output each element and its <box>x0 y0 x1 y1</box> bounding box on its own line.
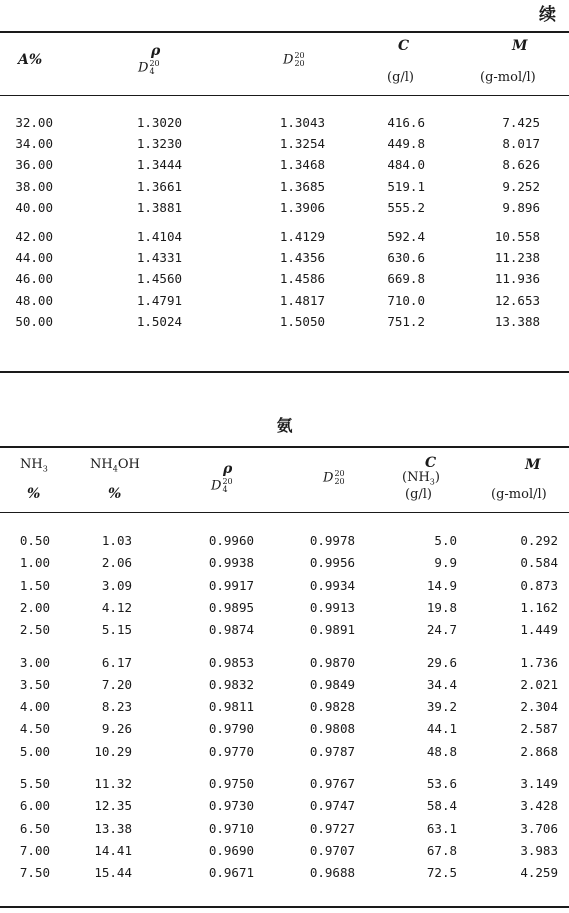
table1-cell: 1.3254 <box>279 136 325 152</box>
table2-cell: 24.7 <box>426 622 457 638</box>
table2-cell: 0.9832 <box>208 676 254 692</box>
table2-cell: 0.9770 <box>208 743 254 759</box>
table1-cell: 592.4 <box>387 229 425 244</box>
table2-header-rho: ρ <box>223 461 233 477</box>
table1-cell: 12.653 <box>494 292 540 308</box>
table1-cell: 1.3906 <box>279 199 325 215</box>
table2-cell: 0.9750 <box>208 776 254 791</box>
table2-cell: 48.8 <box>426 743 457 759</box>
table1-cell: 1.3661 <box>136 178 182 194</box>
table2-cell: 0.9895 <box>208 599 254 615</box>
table2-cell: 6.17 <box>101 654 132 670</box>
table1-cell: 1.5024 <box>136 313 182 329</box>
table2-header-m: M <box>525 457 541 473</box>
table2-cell: 39.2 <box>426 699 457 715</box>
table2-header-c: C <box>425 455 437 471</box>
table1-cell: 669.8 <box>387 271 425 287</box>
table1-cell: 32.00 <box>15 115 53 130</box>
table2-cell: 3.149 <box>520 776 558 791</box>
table2-cell: 0.9874 <box>208 622 254 638</box>
table1-cell: 1.3043 <box>279 115 325 130</box>
table2-cell: 2.00 <box>19 599 50 615</box>
table2-cell: 0.9790 <box>208 721 254 737</box>
table1-cell: 9.896 <box>502 199 540 215</box>
table1-cell: 1.3230 <box>136 136 182 152</box>
table1-cell: 1.5050 <box>279 313 325 329</box>
table2-cell: 0.9730 <box>208 798 254 814</box>
table2-cell: 2.587 <box>520 721 558 737</box>
table2-header-m-unit: (g-mol/l) <box>491 487 547 502</box>
continued-mark: 续 <box>539 5 557 25</box>
table1-cell: 38.00 <box>15 178 53 194</box>
table2-cell: 1.162 <box>520 599 558 615</box>
table1-cell: 11.238 <box>494 250 540 266</box>
table1-cell: 1.4331 <box>136 250 182 266</box>
table2-cell: 4.259 <box>520 865 558 881</box>
table2-cell: 0.9727 <box>309 820 355 836</box>
table2-cell: 7.20 <box>101 676 132 692</box>
table2-header-nh3-pct: % <box>27 486 41 502</box>
table2-cell: 2.304 <box>520 699 558 715</box>
table1-header-m: M <box>512 38 528 54</box>
table2-cell: 3.09 <box>101 577 132 593</box>
table1-cell: 555.2 <box>387 199 425 215</box>
table2-header-c-nh3: $(NH_3)$ <box>402 470 440 487</box>
table2-cell: 7.00 <box>19 842 50 858</box>
table2-cell: 3.50 <box>19 676 50 692</box>
table1-bottom-rule <box>0 371 569 373</box>
table2-title: 氨 <box>276 416 293 435</box>
table2-cell: 2.50 <box>19 622 50 638</box>
table1-cell: 42.00 <box>15 229 53 244</box>
table2-header-c-unit: (g/l) <box>405 487 433 502</box>
table2-cell: 0.9690 <box>208 842 254 858</box>
table1-cell: 1.4791 <box>136 292 182 308</box>
table2-cell: 0.9913 <box>309 599 355 615</box>
table2-cell: 34.4 <box>426 676 457 692</box>
table1-cell: 8.626 <box>502 157 540 173</box>
table2-cell: 0.9938 <box>208 555 254 571</box>
table2-cell: 2.868 <box>520 743 558 759</box>
table1-cell: 10.558 <box>494 229 540 244</box>
table1-cell: 519.1 <box>387 178 425 194</box>
table2-cell: 3.428 <box>520 798 558 814</box>
table1-cell: 40.00 <box>15 199 53 215</box>
table2-cell: 0.9747 <box>309 798 355 814</box>
table2-cell: 0.9707 <box>309 842 355 858</box>
table1-header-a-pct: A% <box>18 52 43 68</box>
table1-cell: 751.2 <box>387 313 425 329</box>
table1-header-c: C <box>398 38 410 54</box>
table1-header-rule <box>0 95 569 96</box>
table2-header-nh3: $NH_3$ <box>20 457 48 474</box>
table2-cell: 63.1 <box>426 820 457 836</box>
table2-cell: 0.9811 <box>208 699 254 715</box>
table2-cell: 0.9828 <box>309 699 355 715</box>
table1-cell: 1.3685 <box>279 178 325 194</box>
table2-header-rule <box>0 512 569 513</box>
table2-cell: 10.29 <box>94 743 132 759</box>
table2-cell: 7.50 <box>19 865 50 881</box>
table2-cell: 0.9671 <box>208 865 254 881</box>
table2-cell: 8.23 <box>101 699 132 715</box>
table1-cell: 416.6 <box>387 115 425 130</box>
table2-cell: 4.12 <box>101 599 132 615</box>
table1-cell: 1.4586 <box>279 271 325 287</box>
table2-cell: 1.00 <box>19 555 50 571</box>
table2-bottom-rule <box>0 906 569 908</box>
table1-cell: 48.00 <box>15 292 53 308</box>
table2-cell: 67.8 <box>426 842 457 858</box>
table2-cell: 9.26 <box>101 721 132 737</box>
table1-cell: 50.00 <box>15 313 53 329</box>
table2-cell: 0.9688 <box>309 865 355 881</box>
table2-cell: 0.9767 <box>309 776 355 791</box>
table2-cell: 58.4 <box>426 798 457 814</box>
table2-cell: 0.873 <box>520 577 558 593</box>
table2-cell: 1.03 <box>101 533 132 548</box>
table2-cell: 1.50 <box>19 577 50 593</box>
table2-cell: 19.8 <box>426 599 457 615</box>
table2-cell: 3.983 <box>520 842 558 858</box>
table1-cell: 13.388 <box>494 313 540 329</box>
table2-cell: 11.32 <box>94 776 132 791</box>
table2-cell: 0.9710 <box>208 820 254 836</box>
table1-header-m-unit: (g-mol/l) <box>480 70 536 85</box>
table2-cell: 12.35 <box>94 798 132 814</box>
table2-header-nh4oh: $NH_4OH$ <box>90 457 140 474</box>
table2-header-d4: D 20 4 <box>211 477 233 494</box>
table2-cell: 3.00 <box>19 654 50 670</box>
table2-cell: 0.9917 <box>208 577 254 593</box>
table2-cell: 0.9934 <box>309 577 355 593</box>
table1-cell: 630.6 <box>387 250 425 266</box>
table2-cell: 9.9 <box>434 555 457 571</box>
table2-cell: 29.6 <box>426 654 457 670</box>
table1-cell: 8.017 <box>502 136 540 152</box>
table2-cell: 2.021 <box>520 676 558 692</box>
table1-header-d20: D 20 20 <box>283 51 305 68</box>
table2-cell: 0.9960 <box>208 533 254 548</box>
table2-cell: 5.00 <box>19 743 50 759</box>
table1-cell: 1.3020 <box>136 115 182 130</box>
table1-cell: 1.4356 <box>279 250 325 266</box>
table2-cell: 4.50 <box>19 721 50 737</box>
table2-cell: 0.9978 <box>309 533 355 548</box>
table1-cell: 1.3881 <box>136 199 182 215</box>
table1-top-rule <box>0 31 569 33</box>
table2-top-rule <box>0 446 569 448</box>
table2-cell: 14.41 <box>94 842 132 858</box>
table1-cell: 710.0 <box>387 292 425 308</box>
table1-cell: 1.4560 <box>136 271 182 287</box>
table2-cell: 0.9956 <box>309 555 355 571</box>
table2-cell: 0.9787 <box>309 743 355 759</box>
table1-header-d4: D 20 4 <box>138 59 160 76</box>
table2-cell: 44.1 <box>426 721 457 737</box>
table1-header-rho: ρ <box>151 43 161 59</box>
table1-cell: 1.3468 <box>279 157 325 173</box>
table1-cell: 11.936 <box>494 271 540 287</box>
table2-cell: 2.06 <box>101 555 132 571</box>
table2-cell: 0.584 <box>520 555 558 571</box>
table1-cell: 9.252 <box>502 178 540 194</box>
table2-cell: 0.9891 <box>309 622 355 638</box>
table2-cell: 15.44 <box>94 865 132 881</box>
table2-cell: 5.0 <box>434 533 457 548</box>
table2-cell: 14.9 <box>426 577 457 593</box>
table2-cell: 3.706 <box>520 820 558 836</box>
table2-cell: 5.15 <box>101 622 132 638</box>
table1-cell: 46.00 <box>15 271 53 287</box>
table1-header-c-unit: (g/l) <box>387 70 415 85</box>
table2-cell: 4.00 <box>19 699 50 715</box>
table2-cell: 0.9870 <box>309 654 355 670</box>
table1-cell: 1.4129 <box>279 229 325 244</box>
table2-cell: 0.50 <box>19 533 50 548</box>
table1-cell: 44.00 <box>15 250 53 266</box>
table2-cell: 13.38 <box>94 820 132 836</box>
table2-cell: 53.6 <box>426 776 457 791</box>
table1-cell: 34.00 <box>15 136 53 152</box>
table2-cell: 72.5 <box>426 865 457 881</box>
table1-cell: 449.8 <box>387 136 425 152</box>
table1-cell: 1.3444 <box>136 157 182 173</box>
table2-cell: 1.449 <box>520 622 558 638</box>
table2-cell: 0.9853 <box>208 654 254 670</box>
table2-cell: 6.50 <box>19 820 50 836</box>
table2-cell: 6.00 <box>19 798 50 814</box>
table2-header-d20: D 20 20 <box>323 469 345 486</box>
table2-cell: 0.9808 <box>309 721 355 737</box>
table1-cell: 36.00 <box>15 157 53 173</box>
table2-cell: 0.9849 <box>309 676 355 692</box>
table2-cell: 0.292 <box>520 533 558 548</box>
table2-cell: 5.50 <box>19 776 50 791</box>
table2-header-nh4oh-pct: % <box>108 486 122 502</box>
table1-cell: 1.4104 <box>136 229 182 244</box>
table1-cell: 1.4817 <box>279 292 325 308</box>
table1-cell: 7.425 <box>502 115 540 130</box>
table2-cell: 1.736 <box>520 654 558 670</box>
table1-cell: 484.0 <box>387 157 425 173</box>
